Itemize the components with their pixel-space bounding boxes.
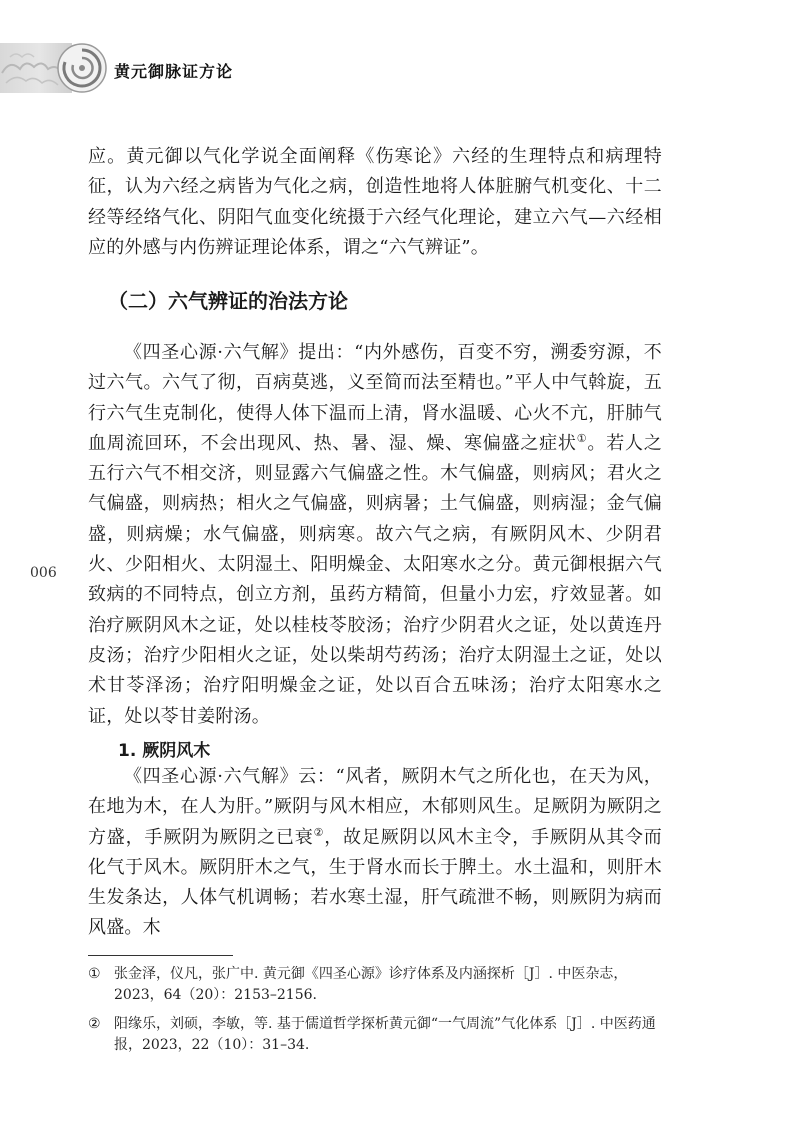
- footnote-mark: ②: [88, 1016, 101, 1032]
- swirl-emblem-icon: [56, 42, 108, 94]
- footnote-reference: ②: [313, 825, 325, 839]
- footnote-text: 张金泽，仪凡，张广中. 黄元御《四圣心源》诊疗体系及内涵探析［J］. 中医杂志，2023，64（20）：2153–2156.: [114, 966, 628, 1003]
- paragraph-text: 《四圣心源·六气解》云：“风者，厥阴木气之所化也，在天为风，在地为木，在人为肝。”厥阴与风木相应，木郁则风生。足厥阴为厥阴之方盛，手厥阴为厥阴之已衰: [88, 766, 662, 848]
- paragraph-block: [88, 762, 662, 944]
- paragraph-block: [88, 338, 662, 732]
- paragraph-text: 《四圣心源·六气解》提出：“内外感伤，百变不穷，溯委穷源，不过六气。六气了彻，百病莫逃，义至简而法至精也。”平人中气斡旋，五行六气生克制化，使得人体下温而上清，肾水温暖、心火不亢，肝肺气血周流回环，不会出现风、热、暑、湿、燥、寒偏盛之症状: [88, 342, 662, 454]
- footnote: [88, 1014, 662, 1056]
- page-number: 006: [30, 565, 57, 581]
- footnote: [88, 964, 662, 1006]
- footnote-text: 阳缘乐，刘硕，李敏，等. 基于儒道哲学探析黄元御“一气周流”气化体系［J］. 中医药通报，2023，22（10）：31–34.: [114, 1016, 656, 1053]
- section-heading: （二）六气辨证的治法方论: [108, 289, 348, 313]
- paragraph-continued: [88, 142, 662, 263]
- footnote-reference: ①: [576, 431, 588, 445]
- footnote-mark: ①: [88, 966, 101, 982]
- subsection-heading: 1. 厥阴风木: [118, 741, 211, 761]
- footnotes: [88, 964, 662, 1064]
- book-title: 黄元御脉证方论: [114, 62, 234, 81]
- paragraph-text: ，故足厥阴以风木主令，手厥阴从其令而化气于风木。厥阴肝木之气，生于肾水而长于脾土。水土温和，则肝木生发条达，人体气机调畅；若水寒土湿，肝气疏泄不畅，则厥阴为病而风盛。木: [88, 826, 663, 939]
- paragraph: [88, 338, 662, 732]
- paragraph-text: 。若人之五行六气不相交济，则显露六气偏盛之性。木气偏盛，则病风；君火之气偏盛，则病热；相火之气偏盛，则病暑；土气偏盛，则病湿；金气偏盛，则病燥；水气偏盛，则病寒。故六气之病，有厥阴风木、少阴君火、少阳相火、太阴湿土、阳明燥金、太阳寒水之分。黄元御根据六气致病的不同特点，创立方剂，虽药方精简，但量小力宏，疗效显著。如治疗厥阴风木之证，处以桂枝苓胶汤；治疗少阴君火之证，处以黄连丹皮汤；治疗少阳相火之证，处以柴胡芍药汤；治疗太阴湿土之证，处以术甘苓泽汤；治疗阳明燥金之证，处以百合五味汤；治疗太阳寒水之证，处以苓甘姜附汤。: [88, 432, 662, 727]
- footnote-divider: [88, 955, 233, 956]
- paragraph: 应。黄元御以气化学说全面阐释《伤寒论》六经的生理特点和病理特征，认为六经之病皆为气化之病，创造性地将人体脏腑气机变化、十二经等经络气化、阴阳气血变化统摄于六经气化理论，建立六气—六经相应的外感与内伤辨证理论体系，谓之“六气辨证”。: [88, 146, 662, 258]
- paragraph: [88, 762, 662, 944]
